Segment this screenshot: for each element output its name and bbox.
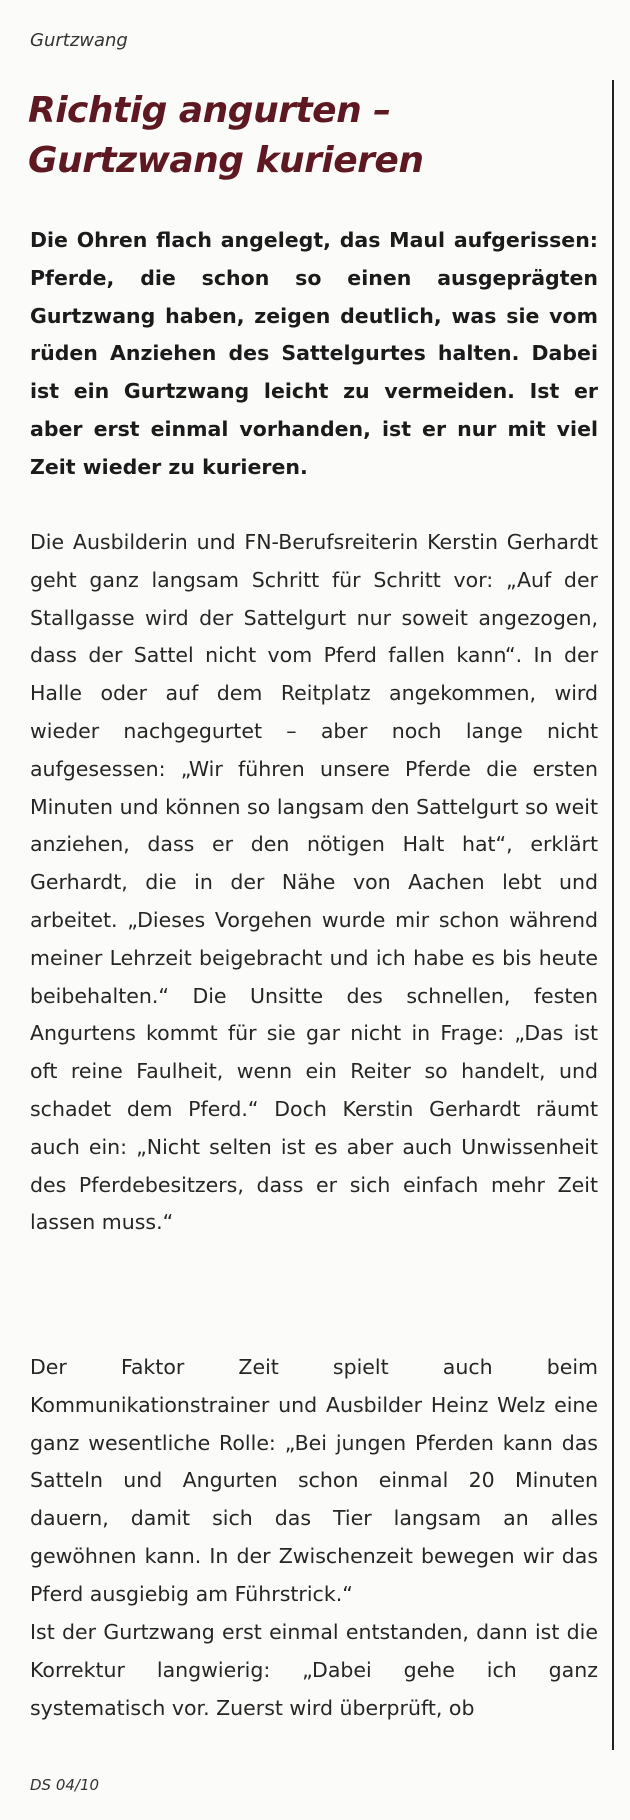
article-title [28, 86, 588, 186]
lead-paragraph: Die Ohren flach angelegt, das Maul aufgerissen: Pferde, die schon so einen ausgeprägten Gurtzwang haben, zeigen deutlich, was sie vom rüden Anziehen des Sattelgurtes halten. Dabei ist ein Gurtzwang leicht zu vermeiden. Ist er aber erst einmal vorhanden, ist er nur mit viel Zeit wieder zu kurieren. [30, 228, 598, 479]
body-paragraph-1: Die Ausbilderin und FN-Berufsreiterin Kerstin Gerhardt geht ganz langsam Schritt für Schritt vor: „Auf der Stallgasse wird der Sattelgurt nur soweit angezogen, dass der Sattel nicht vom Pferd fallen kann“. In der Halle oder auf dem Reitplatz angekommen, wird wieder nachgegurtet – aber noch lange nicht aufgesessen: „Wir führen unsere Pferde die ersten Minuten und können so langsam den Sattelgurt so weit anziehen, dass er den nötigen Halt hat“, erklärt Gerhardt, die in der Nähe von Aachen lebt und arbeitet. „Dieses Vorgehen wurde mir schon während meiner Lehrzeit beigebracht und ich habe es bis heute beibehalten.“ Die Unsitte des schnellen, festen Angurtens kommt für sie gar nicht in Frage: „Das ist oft reine Faulheit, wenn ein Reiter so handelt, und schadet dem Pferd.“ Doch Kerstin Gerhardt räumt auch ein: „Nicht selten ist es aber auch Unwissenheit des Pferdebesitzers, dass er sich einfach mehr Zeit lassen muss.“ [30, 530, 598, 1235]
body-paragraph-2: Der Faktor Zeit spielt auch beim Kommunikationstrainer und Ausbilder Heinz Welz eine ganz wesentliche Rolle: „Bei jungen Pferden kann das Satteln und Angurten schon einmal 20 Minuten dauern, damit sich das Tier langsam an alles gewöhnen kann. In der Zwischenzeit bewegen wir das Pferd ausgiebig am Führstrick.“ [30, 1355, 598, 1606]
column-rule [612, 80, 614, 1750]
issue-footer: DS 04/10 [30, 1776, 100, 1794]
section-label: Gurtzwang [30, 30, 128, 51]
body-paragraph-3: Ist der Gurtzwang erst einmal entstanden, dann ist die Korrektur langwierig: „Dabei gehe ich ganz systematisch vor. Zuerst wird überprüft, ob [30, 1620, 598, 1720]
title-line-1: Richtig angurten – [28, 90, 391, 131]
title-line-2: Gurtzwang kurieren [28, 140, 424, 181]
